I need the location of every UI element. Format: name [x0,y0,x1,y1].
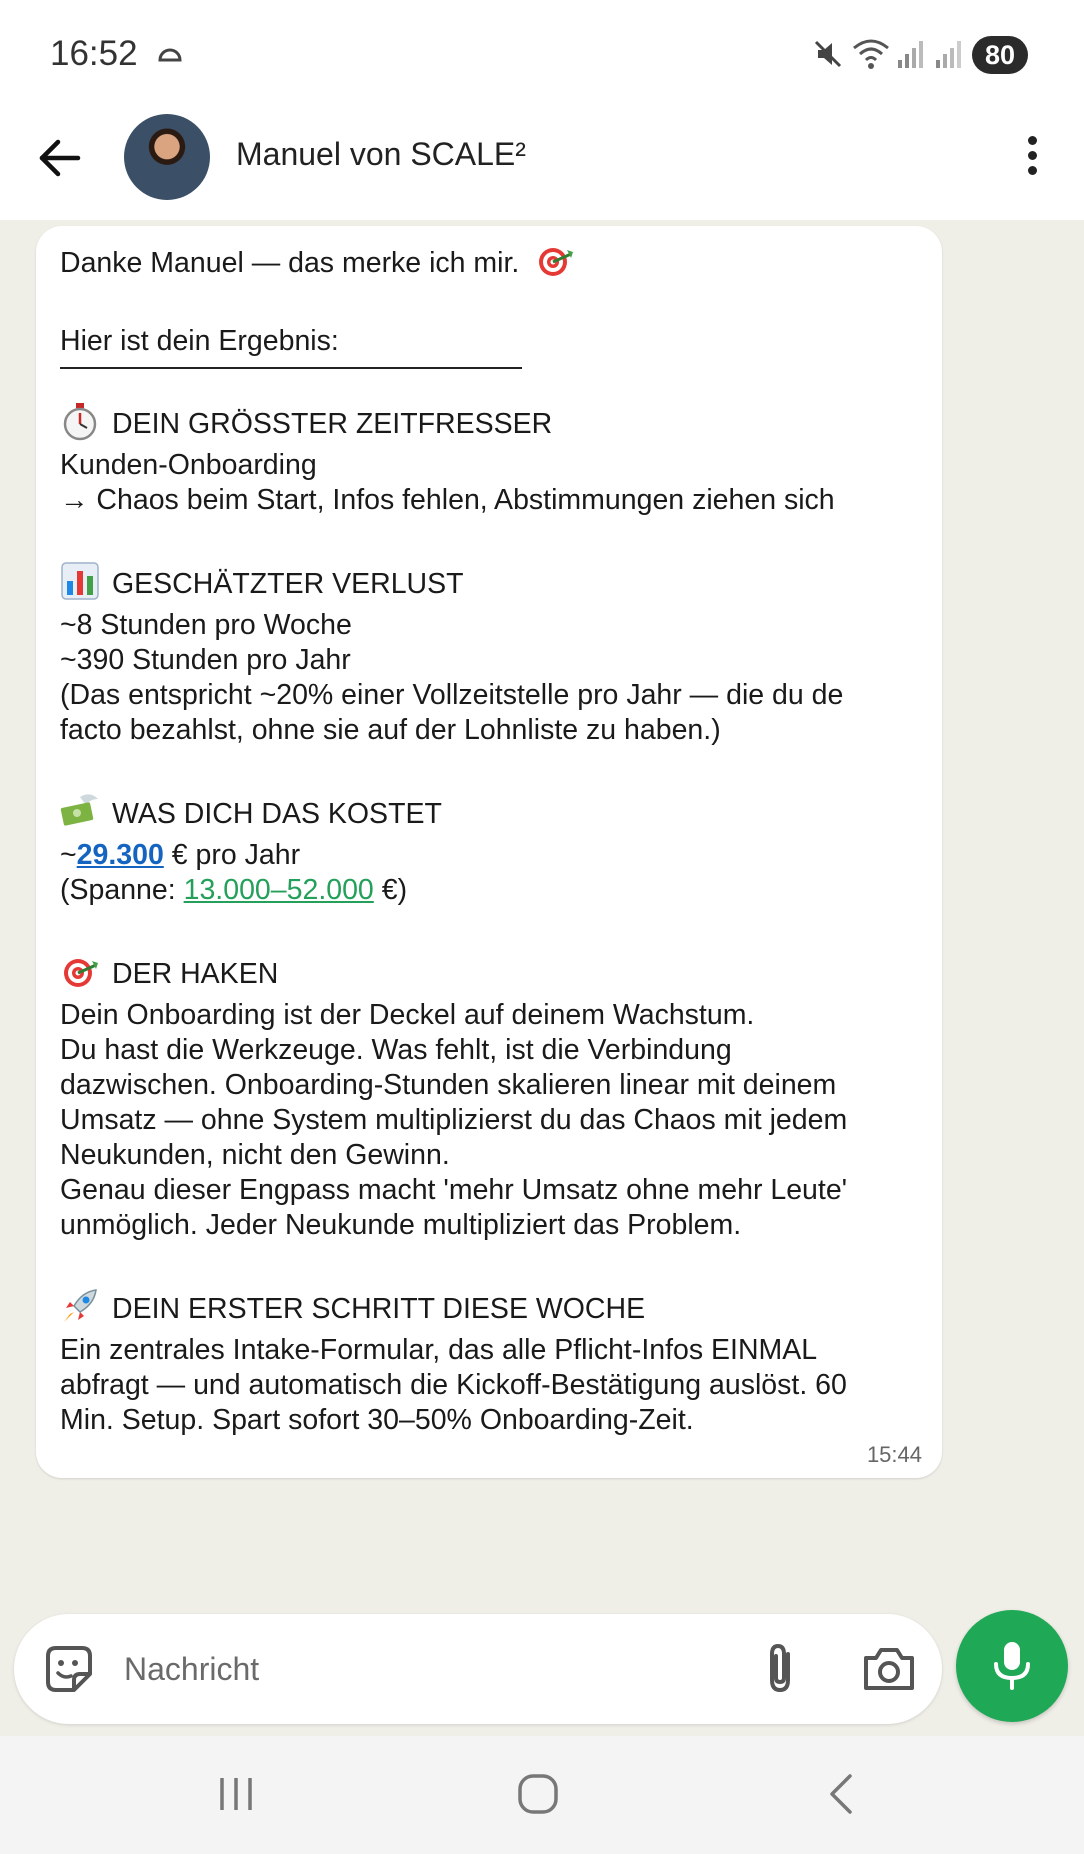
target-emoji [60,951,100,991]
signal-2-icon [934,38,964,70]
camera-icon[interactable] [860,1642,918,1696]
message-text [60,240,920,1438]
back-nav-icon[interactable] [820,1772,864,1816]
sticker-icon[interactable] [42,1642,96,1696]
message-line: Umsatz — ohne System multiplizierst du das Chaos mit jedem [60,1104,848,1136]
message-line: facto bezahlst, ohne sie auf der Lohnliste zu haben.) [60,714,721,746]
message-line: Neukunden, nicht den Gewinn. [60,1139,450,1171]
mic-button[interactable] [956,1610,1068,1722]
message-line: Kunden-Onboarding [60,449,317,481]
status-bar [0,0,1084,112]
cloud-sync-icon [156,44,184,64]
message-line: → Chaos beim Start, Infos fehlen, Abstimmungen ziehen sich [60,484,835,516]
message-line: (Das entspricht ~20% einer Vollzeitstelle pro Jahr — die du de [60,679,844,711]
bar-chart-emoji [60,561,100,601]
paperclip-icon[interactable] [752,1640,808,1698]
chat-header [0,112,1084,220]
contact-name[interactable]: Manuel von SCALE² [236,136,526,172]
mute-icon [812,38,844,70]
rocket-emoji [60,1286,100,1326]
amount-prefix: ~ [60,839,77,871]
section-title: DEIN GRÖSSTER ZEITFRESSER [112,408,553,440]
target-emoji [535,240,575,280]
money-wings-emoji [60,791,100,831]
avatar[interactable] [124,114,210,200]
section-title: DER HAKEN [112,958,279,990]
range-suffix: €) [373,874,408,906]
home-icon[interactable] [516,1772,560,1816]
wifi-icon [852,38,890,70]
message-line: ~390 Stunden pro Jahr [60,644,351,676]
recent-apps-icon[interactable] [214,1772,258,1816]
message-line: Du hast die Werkzeuge. Was fehlt, ist die Verbindung [60,1034,732,1066]
message-input[interactable] [124,1642,724,1696]
composer [14,1614,942,1724]
arrow-left-icon[interactable] [34,132,86,184]
message-line: unmöglich. Jeder Neukunde multipliziert das Problem. [60,1209,742,1241]
message-line: Min. Setup. Spart sofort 30–50% Onboarding-Zeit. [60,1404,694,1436]
message-line: Ein zentrales Intake-Formular, das alle Pflicht-Infos EINMAL [60,1334,818,1366]
message-time: 15:44 [866,1442,922,1467]
section-title: WAS DICH DAS KOSTET [112,798,442,830]
status-time: 16:52 [50,34,138,73]
range-link[interactable]: 13.000–52.000 [183,874,374,906]
signal-icon [896,38,926,70]
section-title: GESCHÄTZTER VERLUST [112,568,464,600]
section-title: DEIN ERSTER SCHRITT DIESE WOCHE [112,1293,646,1325]
system-nav-bar [0,1736,1084,1854]
amount-suffix: € pro Jahr [163,839,301,871]
message-bubble[interactable] [36,226,942,1478]
message-line: Genau dieser Engpass macht 'mehr Umsatz ohne mehr Leute' [60,1174,848,1206]
message-line: Dein Onboarding ist der Deckel auf deinem Wachstum. [60,999,755,1031]
message-line: abfragt — und automatisch die Kickoff-Bestätigung auslöst. 60 [60,1369,847,1401]
mic-icon [986,1638,1038,1694]
message-line: Hier ist dein Ergebnis: [60,325,339,357]
message-line: ~8 Stunden pro Woche [60,609,352,641]
amount-link[interactable]: 29.300 [76,839,164,871]
range-prefix: (Spanne: [60,874,184,906]
stopwatch-emoji [60,401,100,441]
message-line: Danke Manuel — das merke ich mir. [60,247,520,279]
battery-badge: 80 [972,36,1028,74]
more-vert-icon[interactable] [1012,130,1052,186]
message-line: dazwischen. Onboarding-Stunden skalieren linear mit deinem [60,1069,837,1101]
